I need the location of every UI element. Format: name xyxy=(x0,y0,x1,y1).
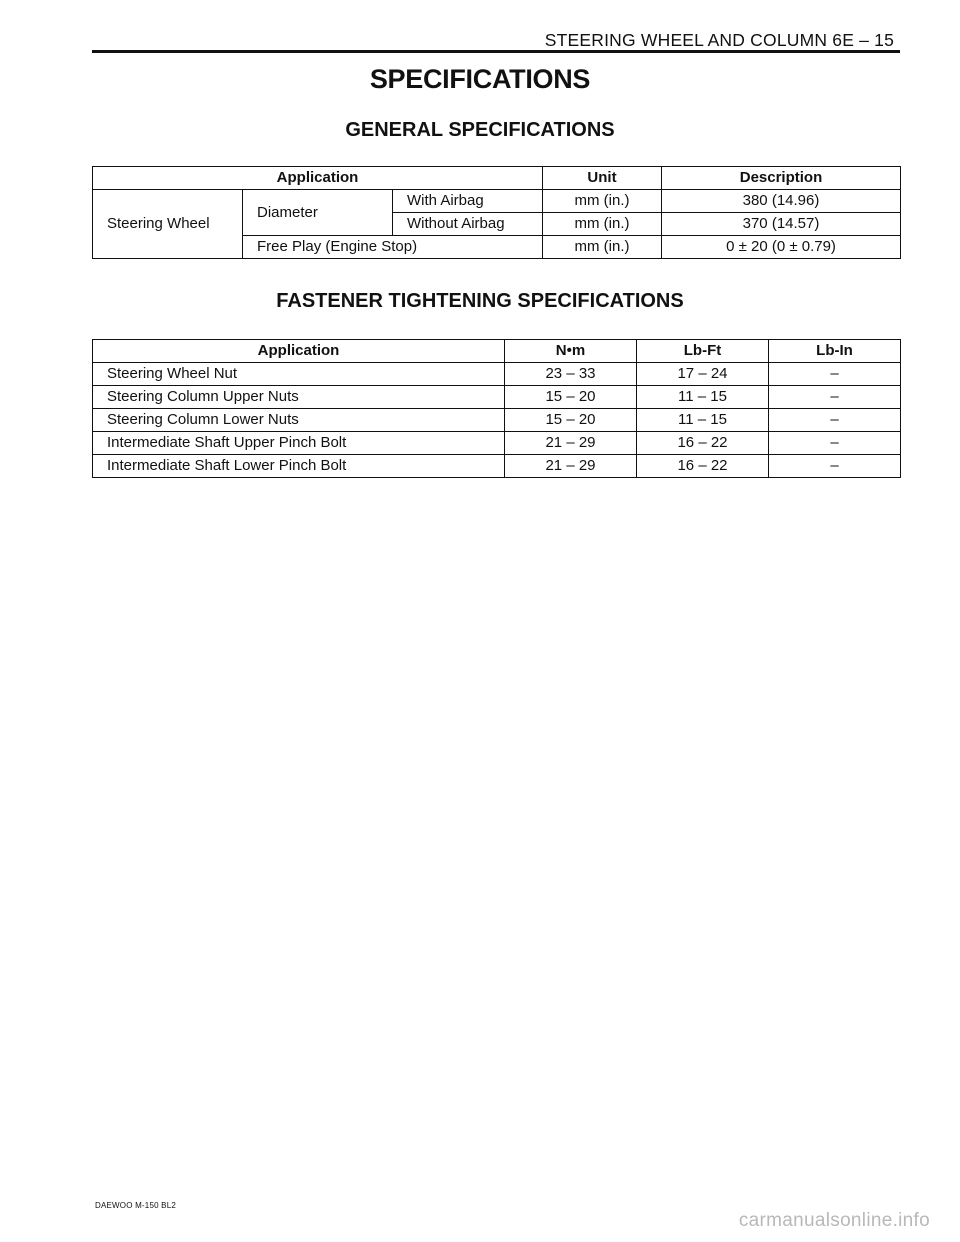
nm-cell: 21 – 29 xyxy=(505,432,637,455)
fastener-specifications-table xyxy=(92,339,901,478)
application-cell: Steering Column Lower Nuts xyxy=(93,409,505,432)
description-cell: 370 (14.57) xyxy=(662,213,901,236)
table-row xyxy=(93,432,901,455)
application-cell: Steering Wheel Nut xyxy=(93,363,505,386)
page-title: SPECIFICATIONS xyxy=(369,64,591,94)
watermark: carmanualsonline.info xyxy=(738,1210,930,1231)
unit-cell: mm (in.) xyxy=(543,213,662,236)
fastener-specifications-title: FASTENER TIGHTENING SPECIFICATIONS xyxy=(276,290,684,312)
column-header-lb-in: Lb-In xyxy=(769,340,901,363)
lb-in-cell: – xyxy=(769,386,901,409)
application-cell: Steering Column Upper Nuts xyxy=(93,386,505,409)
lb-ft-cell: 16 – 22 xyxy=(637,455,769,478)
lb-ft-cell: 17 – 24 xyxy=(637,363,769,386)
lb-in-cell: – xyxy=(769,455,901,478)
column-header-nm: N•m xyxy=(505,340,637,363)
nm-cell: 15 – 20 xyxy=(505,409,637,432)
description-cell: 0 ± 20 (0 ± 0.79) xyxy=(662,236,901,259)
sub-application-cell: With Airbag xyxy=(393,190,543,213)
table-row xyxy=(93,363,901,386)
table-row xyxy=(93,455,901,478)
column-header-description: Description xyxy=(662,167,901,190)
lb-in-cell: – xyxy=(769,409,901,432)
table-row xyxy=(93,190,901,213)
lb-ft-cell: 16 – 22 xyxy=(637,432,769,455)
running-head: STEERING WHEEL AND COLUMN 6E – 15 xyxy=(544,30,894,50)
steering-wheel-cell: Steering Wheel xyxy=(93,190,243,259)
general-specifications-table xyxy=(92,166,901,259)
lb-ft-cell: 11 – 15 xyxy=(637,386,769,409)
header-rule xyxy=(92,50,900,53)
column-header-application: Application xyxy=(93,167,543,190)
description-cell: 380 (14.96) xyxy=(662,190,901,213)
column-header-lb-ft: Lb-Ft xyxy=(637,340,769,363)
unit-cell: mm (in.) xyxy=(543,236,662,259)
nm-cell: 21 – 29 xyxy=(505,455,637,478)
lb-in-cell: – xyxy=(769,432,901,455)
nm-cell: 23 – 33 xyxy=(505,363,637,386)
lb-in-cell: – xyxy=(769,363,901,386)
sub-application-cell: Free Play (Engine Stop) xyxy=(243,236,543,259)
table-header-row xyxy=(93,167,901,190)
unit-cell: mm (in.) xyxy=(543,190,662,213)
nm-cell: 15 – 20 xyxy=(505,386,637,409)
column-header-application: Application xyxy=(93,340,505,363)
application-cell: Intermediate Shaft Lower Pinch Bolt xyxy=(93,455,505,478)
table-row xyxy=(93,386,901,409)
column-header-unit: Unit xyxy=(543,167,662,190)
diameter-cell: Diameter xyxy=(243,190,393,236)
application-cell: Intermediate Shaft Upper Pinch Bolt xyxy=(93,432,505,455)
footer-code: DAEWOO M-150 BL2 xyxy=(95,1201,177,1210)
lb-ft-cell: 11 – 15 xyxy=(637,409,769,432)
general-specifications-title: GENERAL SPECIFICATIONS xyxy=(345,119,615,141)
table-row xyxy=(93,409,901,432)
sub-application-cell: Without Airbag xyxy=(393,213,543,236)
table-header-row xyxy=(93,340,901,363)
